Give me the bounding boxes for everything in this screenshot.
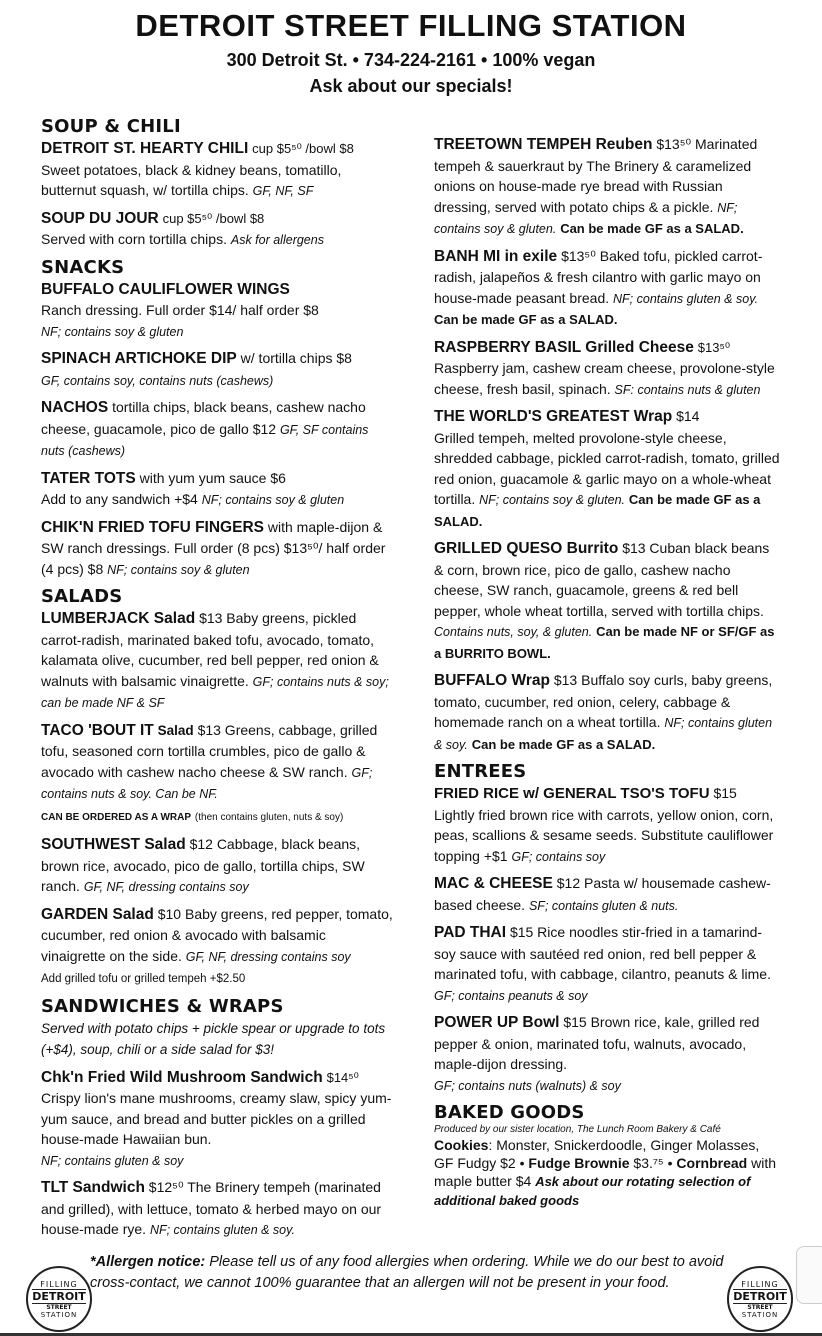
item-desc: tortilla chips, black beans, cashew nacho cheese, guacamole, pico de gallo $12 — [41, 399, 366, 437]
item-name: SOUTHWEST Salad — [41, 836, 186, 853]
item-name: LUMBERJACK Salad — [41, 610, 196, 627]
item-name: POWER UP Bowl — [434, 1014, 560, 1031]
item-price: $13⁵⁰ — [697, 339, 731, 355]
item-allergen: GF, NF, SF — [252, 184, 314, 198]
item-name: GARDEN Salad — [41, 905, 154, 923]
menu-item-garden — [41, 904, 393, 990]
item-desc: Crispy lion's mane mushrooms, creamy slaw, spicy yum-yum sauce, and bread and butter pickles on a grilled house-made Hawaiian bun. — [41, 1090, 392, 1147]
right-column — [434, 134, 780, 1216]
item-allergen: GF, NF, dressing contains soy — [185, 949, 351, 964]
item-desc: $13 Buffalo soy curls, baby greens, tomato, cucumber, red onion, celery, cabbage & homemade ranch on a wheat tortilla. — [434, 672, 773, 730]
item-allergen: NF; contains soy & gluten. — [479, 493, 626, 507]
item-allergen: NF; contains gluten & soy. — [613, 291, 758, 306]
menu-item-fried-rice — [434, 783, 780, 867]
menu-item-grilled-cheese — [434, 337, 780, 401]
logo-mid-text: STREET — [747, 1303, 773, 1311]
allergen-notice — [90, 1252, 750, 1294]
logo-left — [26, 1266, 92, 1332]
item-name: FRIED RICE w/ GENERAL TSO'S TOFU — [434, 785, 710, 802]
item-allergen: GF, SF contains nuts (cashews) — [41, 422, 369, 458]
item-allergen: NF; contains gluten & soy. — [149, 1223, 295, 1237]
menu-item-dip — [41, 348, 393, 391]
item-gf-option: Can be made GF as a SALAD. — [560, 221, 744, 236]
item-name: PAD THAI — [434, 924, 507, 941]
item-desc: Grilled tempeh, melted provolone-style cheese, shredded cabbage, pickled carrot-radish, tomato, grilled red onion, guacamole & garlic mayo on a whole-wheat tortilla. — [434, 429, 780, 507]
item-allergen: NF; contains soy & gluten — [107, 562, 250, 577]
specials-line: Ask about our specials! — [309, 76, 513, 96]
item-allergen: SF: contains nuts & gluten — [614, 382, 761, 397]
item-allergen: GF; contains nuts & soy; can be made NF & SF — [41, 674, 389, 710]
item-name: DETROIT ST. HEARTY CHILI — [41, 140, 249, 157]
item-allergen: Ask for allergens — [230, 233, 324, 247]
logo-top-text: FILLING — [40, 1279, 78, 1289]
section-salads-title: SALADS — [41, 586, 123, 607]
logo-top-text: FILLING — [741, 1279, 779, 1289]
item-wrap-note: (then contains gluten, nuts & soy) — [194, 811, 344, 823]
menu-item-wings — [41, 279, 393, 343]
baked-ask: Ask about our rotating selection of additional baked goods — [434, 1174, 751, 1208]
menu-item-mushroom-sandwich — [41, 1067, 393, 1172]
item-desc: $13 Greens, cabbage, grilled tofu, seasoned corn tortilla crumbles, pico de gallo & avocado with cashew nacho cheese & SW ranch. — [41, 721, 378, 780]
item-name: GRILLED QUESO Burrito — [434, 540, 619, 557]
sandwich-note: Served with potato chips + pickle spear or upgrade to tots (+$4), soup, chili or a side salad for $3! — [41, 1020, 386, 1057]
menu-item-pad-thai — [434, 922, 780, 1006]
item-name-suffix: Salad — [157, 722, 194, 738]
menu-item-mac-cheese — [434, 873, 780, 916]
cornbread-desc: with maple butter $4 — [434, 1155, 777, 1189]
item-name: TLT Sandwich — [41, 1179, 145, 1196]
menu-item-nachos — [41, 397, 393, 462]
menu-item-queso-burrito — [434, 538, 780, 664]
logo-main-text: DETROIT — [32, 1289, 86, 1303]
brownie-desc: $3.⁷⁵ • — [633, 1155, 673, 1171]
item-allergen: GF, contains soy, contains nuts (cashews) — [41, 373, 274, 388]
section-entrees-title: ENTREES — [434, 761, 527, 782]
item-desc: $15 Rice noodles stir-fried in a tamarind-soy sauce with sautéed red onion, red bell pepper & marinated tofu, with cabbage, cilantro, peanuts & lime. — [434, 924, 771, 982]
item-allergen: GF; contains nuts (walnuts) & soy — [434, 1078, 621, 1093]
item-gf-option: Can be made GF as a SALAD. — [434, 492, 761, 529]
item-name: SOUP DU JOUR — [41, 209, 159, 227]
item-desc: Raspberry jam, cashew cream cheese, provolone-style cheese, fresh basil, spinach. — [434, 360, 775, 397]
item-desc: w/ tortilla chips $8 — [240, 350, 352, 366]
item-allergen: GF, NF, dressing contains soy — [83, 880, 249, 894]
item-desc: $12 Pasta w/ housemade cashew-based cheese. — [434, 875, 771, 913]
item-desc: $12⁵⁰ The Brinery tempeh (marinated and grilled), with lettuce, tomato & herbed mayo on our house-made rye. — [41, 1179, 382, 1237]
item-name: SPINACH ARTICHOKE DIP — [41, 350, 237, 367]
item-desc-2: Add to any sandwich +$4 — [41, 491, 198, 507]
item-price: cup $5⁵⁰ /bowl $8 — [162, 210, 265, 226]
logo-right — [727, 1266, 793, 1332]
item-name: THE WORLD'S GREATEST Wrap — [434, 408, 673, 425]
menu-item-tots — [41, 468, 393, 511]
section-baked-title: BAKED GOODS — [434, 1102, 585, 1123]
item-name: MAC & CHEESE — [434, 875, 553, 892]
section-soup-title: SOUP & CHILI — [41, 116, 181, 137]
item-allergen: NF; contains soy & gluten — [201, 493, 345, 507]
section-sandwiches-title: SANDWICHES & WRAPS — [41, 995, 284, 1017]
menu-item-buffalo-wrap — [434, 670, 780, 755]
item-price: $15 — [713, 785, 737, 801]
menu-item-power-bowl — [434, 1012, 780, 1096]
item-name: NACHOS — [41, 399, 109, 416]
item-allergen: NF; contains soy & gluten. — [434, 200, 738, 236]
section-snacks-title: SNACKS — [41, 256, 125, 278]
menu-item-southwest — [41, 834, 393, 898]
logo-bottom-text: STATION — [741, 1310, 779, 1319]
item-gf-option: Can be made NF or SF/GF as a BURRITO BOWL. — [434, 624, 775, 661]
menu-item-chili — [41, 138, 393, 202]
menu-item-lumberjack — [41, 608, 393, 714]
menu-item-tofu-fingers — [41, 517, 393, 581]
item-allergen: SF; contains gluten & nuts. — [528, 898, 679, 913]
item-desc: with maple-dijon & SW ranch dressings. Full order (8 pcs) $13⁵⁰/ half order (4 pcs) $8 — [41, 518, 386, 577]
notice-text: Please tell us of any food allergies when ordering. While we do our best to avoid cross-contact, we cannot 100% guarantee that an allergen will not be present in your food. — [90, 1254, 724, 1291]
logo-main-text: DETROIT — [733, 1289, 787, 1303]
item-name: Chk'n Fried Wild Mushroom Sandwich — [41, 1068, 323, 1086]
item-name: TREETOWN TEMPEH Reuben — [434, 136, 653, 153]
item-desc: $13 Baby greens, pickled carrot-radish, marinated baked tofu, avocado, tomato, kalamata olive, cucumber, red bell pepper, red onion & walnuts with balsamic vinaigrette. — [41, 610, 379, 689]
item-allergen: Contains nuts, soy, & gluten. — [434, 625, 593, 639]
menu-item-tlt — [41, 1177, 393, 1241]
item-desc: $15 Brown rice, kale, grilled red pepper & onion, marinated tofu, walnuts, avocado, maple-dijon dressing. — [434, 1014, 760, 1072]
item-desc: Sweet potatoes, black & kidney beans, tomatillo, butternut squash, w/ tortilla chips. — [41, 161, 342, 198]
notice-label: *Allergen notice: — [90, 1254, 206, 1270]
item-allergen: NF; contains gluten & soy. — [434, 716, 773, 752]
menu-title: DETROIT STREET FILLING STATION — [135, 8, 687, 43]
item-price: $14⁵⁰ — [326, 1069, 359, 1085]
item-desc: $12 Cabbage, black beans, brown rice, avocado, pico de gallo, tortilla chips, SW ranch. — [41, 836, 365, 894]
section-sandwiches-note — [41, 1018, 393, 1061]
logo-bottom-text: STATION — [40, 1310, 78, 1319]
item-price: cup $5⁵⁰ /bowl $8 — [252, 141, 354, 156]
item-wrap-option: CAN BE ORDERED AS A WRAP — [41, 811, 192, 823]
brownie-label: Fudge Brownie — [528, 1155, 630, 1171]
item-gf-option: Can be made GF as a SALAD. — [434, 312, 618, 327]
menu-item-banh-mi — [434, 246, 780, 331]
item-name: RASPBERRY BASIL Grilled Cheese — [434, 338, 694, 356]
menu-item-baked-goods — [434, 1136, 780, 1210]
item-desc: Served with corn tortilla chips. — [41, 231, 227, 247]
menu-item-reuben — [434, 134, 780, 240]
cornbread-label: Cornbread — [676, 1155, 748, 1171]
item-desc: $13 Cuban black beans & corn, brown rice, pico de gallo, cashew nacho cheese, SW ranch, guacamole, greens & red bell pepper, whole wheat tortilla, served with tortilla chips. — [434, 540, 770, 619]
item-allergen: GF; contains soy — [511, 849, 606, 864]
item-gf-option: Can be made GF as a SALAD. — [471, 736, 656, 752]
baked-note: Produced by our sister location, The Lunch Room Bakery & Café — [434, 1124, 721, 1135]
item-name: BUFFALO Wrap — [434, 672, 550, 689]
address-line: 300 Detroit St. • 734-224-2161 • 100% vegan — [226, 50, 596, 70]
item-allergen: NF; contains soy & gluten — [41, 324, 184, 339]
menu-item-taco — [41, 720, 393, 829]
cookies-desc: : Monster, Snickerdoodle, Ginger Molasses, GF Fudgy $2 • — [434, 1137, 760, 1171]
item-desc: $13⁵⁰ Marinated tempeh & sauerkraut by The Brinery & caramelized onions on house-made rye bread with Russian dressing, served with potato chips & a pickle. — [434, 136, 758, 215]
item-desc: Lightly fried brown rice with carrots, yellow onion, corn, peas, scallions & sesame seeds. Substitute cauliflower topping +$1 — [434, 806, 774, 864]
item-allergen: NF; contains gluten & soy — [41, 1153, 184, 1168]
item-name: TATER TOTS — [41, 469, 136, 487]
item-price: $14 — [676, 408, 700, 424]
item-name: TACO 'BOUT IT — [41, 721, 154, 739]
item-name: BANH MI in exile — [434, 247, 558, 265]
logo-mid-text: STREET — [46, 1303, 72, 1311]
item-name: BUFFALO CAULIFLOWER WINGS — [41, 280, 290, 298]
menu-item-greatest-wrap — [434, 406, 780, 532]
menu-item-soup — [41, 208, 393, 251]
cookies-label: Cookies — [434, 1137, 489, 1153]
scroll-handle[interactable] — [796, 1246, 822, 1304]
item-add-on: Add grilled tofu or grilled tempeh +$2.50 — [41, 973, 246, 985]
left-column — [41, 116, 393, 1247]
item-name: CHIK'N FRIED TOFU FINGERS — [41, 518, 264, 536]
item-allergen: GF; contains peanuts & soy — [434, 988, 588, 1003]
item-desc: $13⁵⁰ Baked tofu, pickled carrot-radish, jalapeños & fresh cilantro with garlic mayo on house-made peasant bread. — [434, 247, 763, 306]
item-desc: with yum yum sauce $6 — [139, 469, 286, 486]
item-desc: $10 Baby greens, red pepper, tomato, cucumber, red onion & avocado with balsamic vinaigrette on the side. — [41, 905, 393, 964]
item-desc: Ranch dressing. Full order $14/ half order $8 — [41, 302, 319, 318]
item-allergen: GF; contains nuts & soy. Can be NF. — [41, 765, 373, 801]
